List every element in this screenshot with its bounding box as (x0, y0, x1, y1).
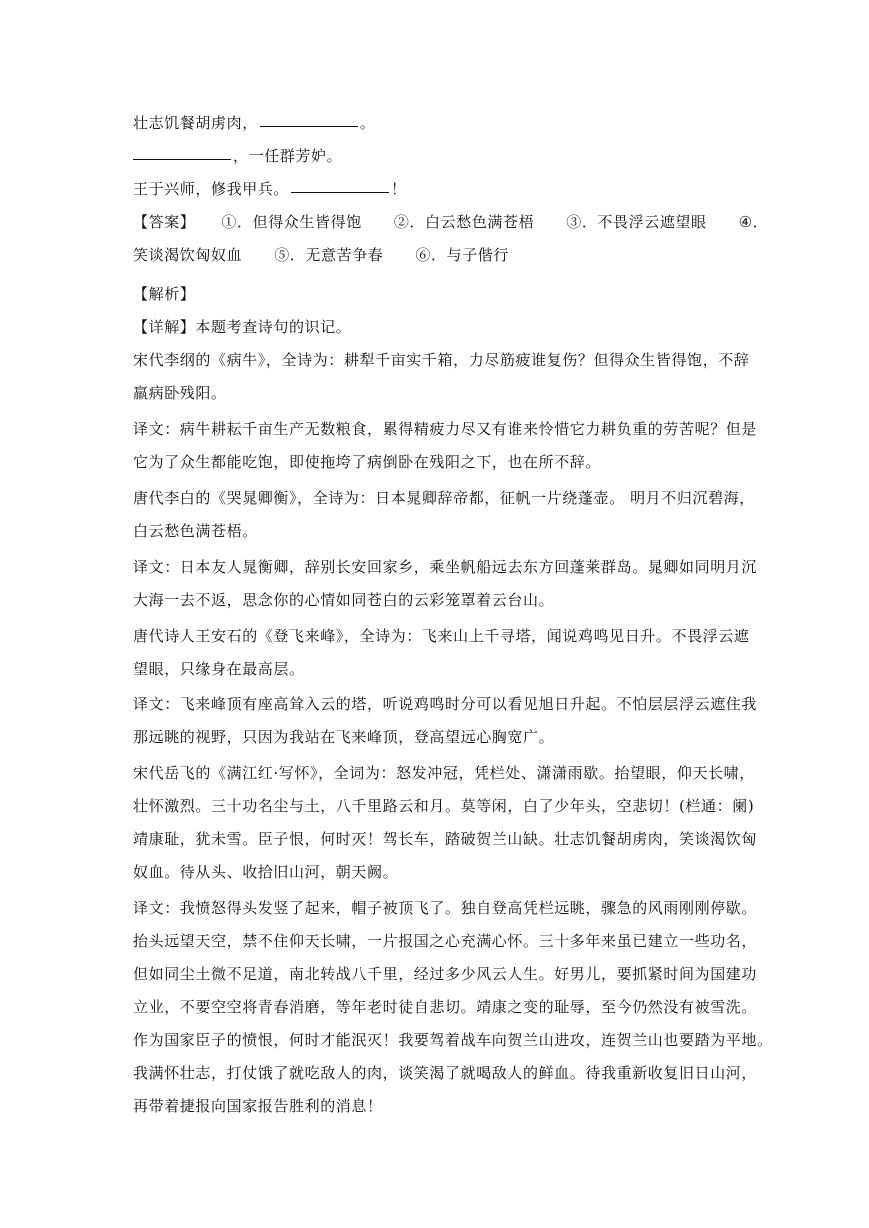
analysis-line: 译文：病牛耕耘千亩生产无数粮食，累得精疲力尽又有谁来怜惜它力耕负重的劳苦呢？但是 (133, 420, 758, 438)
answer-item-3: ③．不畏浮云遮望眼 (566, 213, 707, 231)
analysis-line: 奴血。待从头、收拾旧山河，朝天阙。 (133, 863, 399, 881)
analysis-line: 译文：日本友人晁衡卿，辞别长安回家乡，乘坐帆船远去东方回蓬莱群岛。晁卿如同明月沉 (133, 558, 758, 576)
analysis-line: 它为了众生都能吃饱，即使拖垮了病倒卧在残阳之下，也在所不辞。 (133, 453, 602, 471)
analysis-line: 作为国家臣子的愤恨，何时才能泯灭！我要驾着战车向贺兰山进攻，连贺兰山也要踏为平地。 (133, 1031, 773, 1049)
answer-item-2: ②．白云愁色满苍梧 (393, 213, 535, 231)
question-line-3 (133, 179, 743, 199)
question-2-suffix: ，一任群芳妒。 (233, 147, 343, 165)
answer-item-5: ⑤．无意苦争春 (274, 246, 384, 264)
analysis-line: 我满怀壮志，打仗饿了就吃敌人的肉，谈笑渴了就喝敌人的鲜血。待我重新收复旧日山河， (133, 1064, 758, 1082)
question-1-suffix: 。 (359, 114, 376, 132)
answer-item-1: ①．但得众生皆得饱 (221, 213, 362, 231)
answer-line-1 (133, 212, 769, 232)
analysis-line: 译文：飞来峰顶有座高耸入云的塔，听说鸡鸣时分可以看见旭日升起。不怕层层浮云遮住我 (133, 695, 758, 713)
analysis-line: 译文：我愤怒得头发竖了起来，帽子被顶飞了。独自登高凭栏远眺，骤急的风雨刚刚停歇。 (133, 899, 758, 917)
analysis-line: 宋代岳飞的《满江红·写怀》，全词为：怒发冲冠，凭栏处、潇潇雨歇。抬望眼，仰天长啸， (133, 764, 755, 782)
answer-item-4-number: ④． (738, 213, 769, 231)
answer-line-2 (133, 245, 743, 265)
analysis-line: 唐代李白的《哭晁卿衡》，全诗为：日本晁卿辞帝都，征帆一片绕蓬壶。 明月不归沉碧海， (133, 489, 755, 507)
question-3-prefix: 王于兴师，修我甲兵。 (133, 180, 290, 198)
analysis-line: 羸病卧残阳。 (133, 384, 227, 402)
analysis-line: 壮怀激烈。三十功名尘与土，八千里路云和月。莫等闲，白了少年头，空悲切！(栏通：阑) (133, 797, 755, 815)
analysis-line: 那远眺的视野，只因为我站在飞来峰顶，登高望远心胸宽广。 (133, 728, 555, 746)
answer-item-4: 笑谈渴饮匈奴血 (133, 246, 243, 264)
analysis-line: 靖康耻，犹未雪。臣子恨，何时灭！驾长车，踏破贺兰山缺。壮志饥餐胡虏肉，笑谈渴饮匈 (133, 830, 758, 848)
analysis-line: 望眼，只缘身在最高层。 (133, 660, 305, 678)
answer-blank-3 (291, 191, 389, 193)
answer-blank-2 (133, 158, 231, 160)
analysis-line: 但如同尘土微不足道，南北转战八千里，经过多少风云人生。好男儿，要抓紧时间为国建功 (133, 965, 758, 983)
answer-item-6: ⑥．与子偕行 (415, 246, 510, 264)
answer-label: 【答案】 (133, 213, 196, 231)
question-3-suffix: ！ (391, 180, 407, 198)
analysis-line: 唐代诗人王安石的《登飞来峰》，全诗为：飞来山上千寻塔，闻说鸡鸣见日升。不畏浮云遮 (133, 627, 750, 645)
analysis-line: 立业，不要空空将青春消磨，等年老时徒自悲切。靖康之变的耻辱，至今仍然没有被雪洗。 (133, 998, 758, 1016)
analysis-line: 【详解】本题考查诗句的识记。 (133, 318, 352, 336)
question-line-2 (133, 146, 743, 166)
analysis-line: 再带着捷报向国家报告胜利的消息！ (133, 1097, 383, 1115)
question-line-1 (133, 113, 743, 133)
analysis-line: 宋代李纲的《病牛》，全诗为：耕犁千亩实千箱，力尽筋疲谁复伤？但得众生皆得饱，不辞 (133, 351, 750, 369)
analysis-line: 大海一去不返，思念你的心情如同苍白的云彩笼罩着云台山。 (133, 591, 555, 609)
answer-blank-1 (260, 125, 358, 127)
analysis-label: 【解析】 (133, 285, 196, 303)
analysis-line: 抬头远望天空，禁不住仰天长啸，一片报国之心充满心怀。三十多年来虽已建立一些功名， (133, 932, 758, 950)
analysis-line: 白云愁色满苍梧。 (133, 522, 258, 540)
question-1-prefix: 壮志饥餐胡虏肉， (133, 114, 258, 132)
